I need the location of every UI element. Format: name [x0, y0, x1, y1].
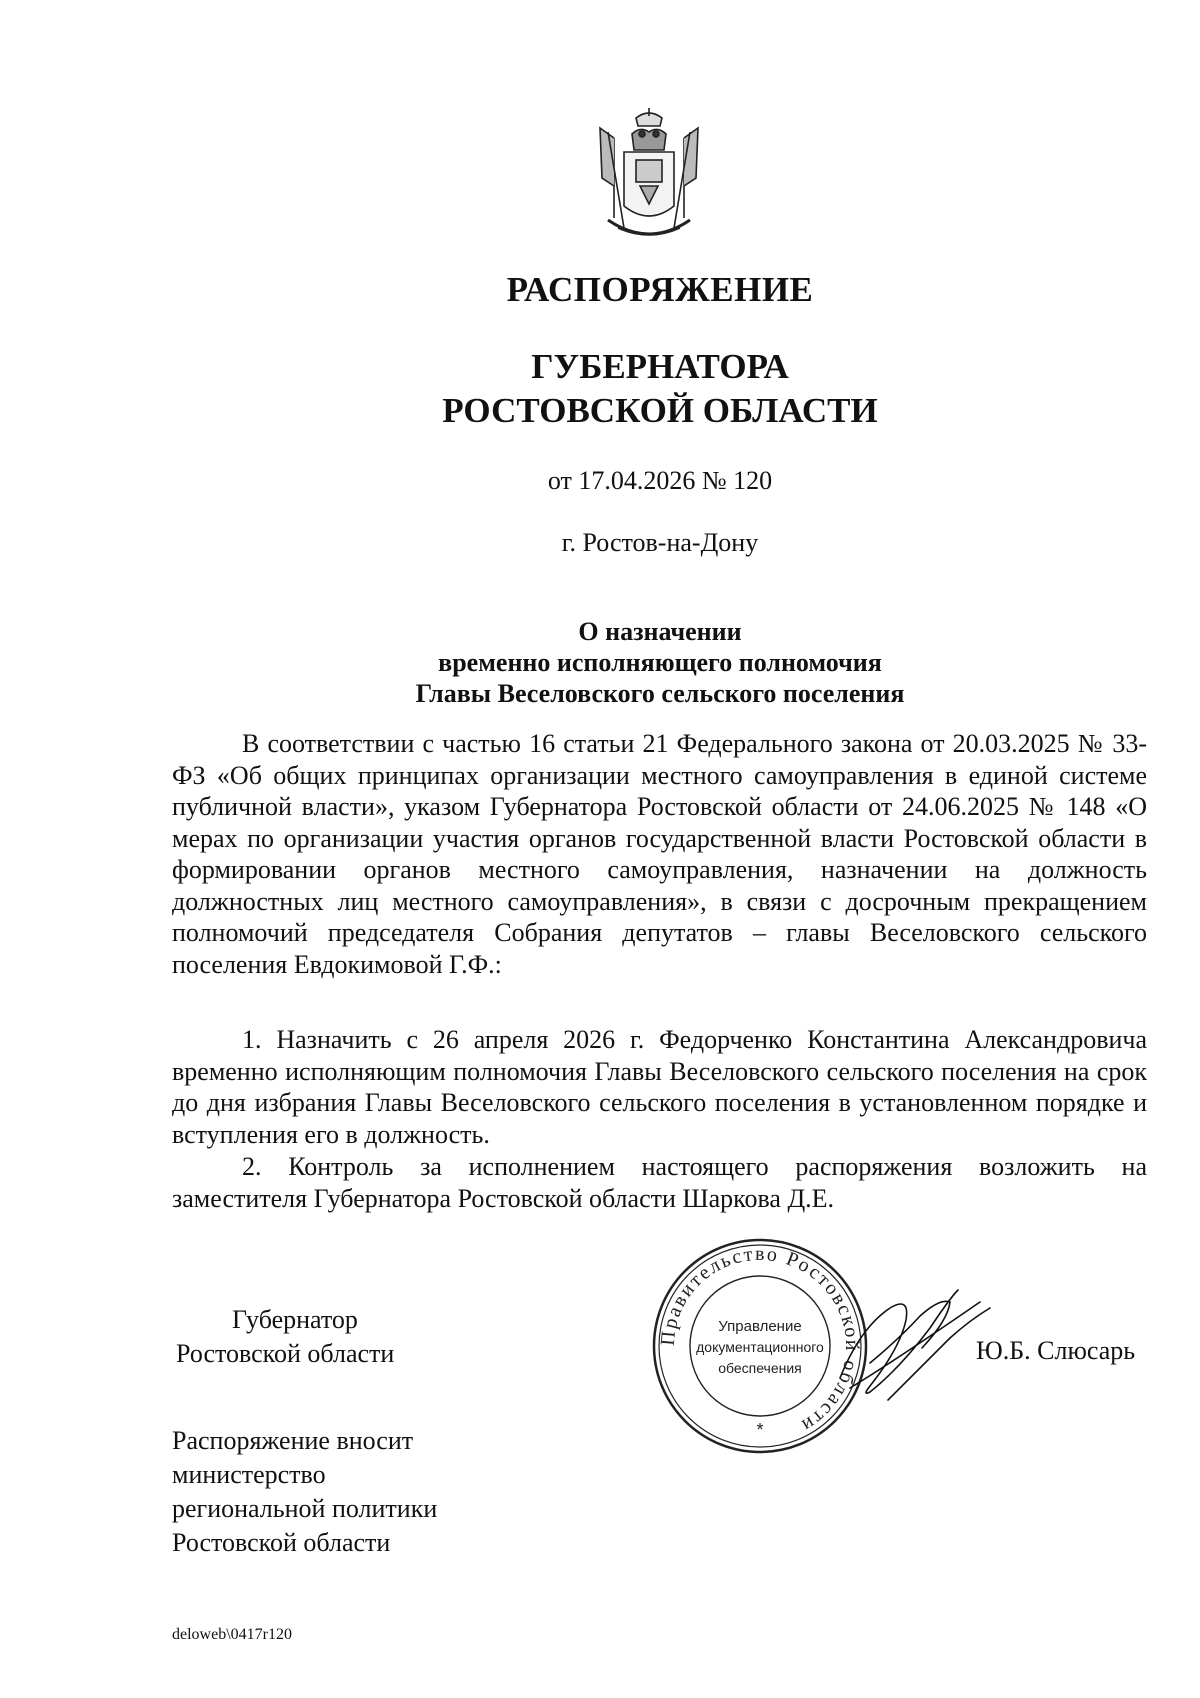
document-subject: [0, 616, 1200, 709]
seal-star: *: [756, 1420, 764, 1440]
signatory-position-line-2: Ростовской области: [176, 1339, 395, 1368]
initiator-block: [172, 1424, 437, 1560]
issuer-line-1: ГУБЕРНАТОРА: [531, 347, 789, 386]
initiator-line-4: Ростовской области: [172, 1528, 391, 1557]
preamble-text: В соответствии с частью 16 статьи 21 Федерального закона от 20.03.2025 № 33-ФЗ «Об общих принципах организации местного самоуправления в единой системе публичной власти», указом Губернатора Ростовской области от 24.06.2025 № 148 «О мерах по организации участия органов государственной власти Ростовской области в формировании органов местного самоуправления, назначении на должность должностных лиц местного самоуправления», в связи с досрочным прекращением полномочий председателя Собрания депутатов – главы Веселовского сельского поселения Евдокимовой Г.Ф.:: [172, 729, 1147, 979]
signatory-position-line-1: Губернатор: [232, 1305, 358, 1334]
subject-line-1: О назначении: [578, 617, 742, 646]
item-2-paragraph: [172, 1151, 1147, 1214]
item-2-text: 2. Контроль за исполнением настоящего распоряжения возложить на заместителя Губернатора Ростовской области Шаркова Д.Е.: [172, 1152, 1147, 1213]
signatory-position: [176, 1303, 394, 1371]
issuer-line-2: РОСТОВСКОЙ ОБЛАСТИ: [442, 391, 878, 430]
subject-line-2: временно исполняющего полномочия: [438, 648, 882, 677]
document-code: deloweb\0417r120: [172, 1626, 292, 1643]
seal-center-line-3: обеспечения: [718, 1360, 802, 1376]
preamble-paragraph: [172, 728, 1147, 980]
initiator-line-1: Распоряжение вносит: [172, 1426, 414, 1455]
handwritten-signature-icon: [830, 1268, 1000, 1418]
initiator-line-3: региональной политики: [172, 1494, 438, 1523]
date-number: от 17.04.2026 № 120: [547, 466, 773, 495]
signatory-name: Ю.Б. Слюсарь: [976, 1336, 1136, 1365]
issuer-title: [0, 345, 1200, 433]
city: г. Ростов-на-Дону: [561, 528, 759, 557]
subject-line-3: Главы Веселовского сельского поселения: [415, 679, 905, 708]
seal-ring-text: Правительство Ростовской области: [656, 1242, 864, 1438]
initiator-line-2: министерство: [172, 1460, 326, 1489]
seal-center-line-1: Управление: [718, 1318, 802, 1335]
document-type-title: РАСПОРЯЖЕНИЕ: [506, 270, 814, 309]
item-1-paragraph: [172, 1024, 1147, 1150]
coat-of-arms-icon: [594, 108, 704, 243]
item-1-text: 1. Назначить с 26 апреля 2026 г. Федорченко Константина Александровича временно исполняющим полномочия Главы Веселовского сельского поселения на срок до дня избрания Главы Веселовского сельского поселения в установленном порядке и вступления его в должность.: [172, 1025, 1147, 1149]
seal-center-line-2: документационного: [696, 1339, 824, 1355]
